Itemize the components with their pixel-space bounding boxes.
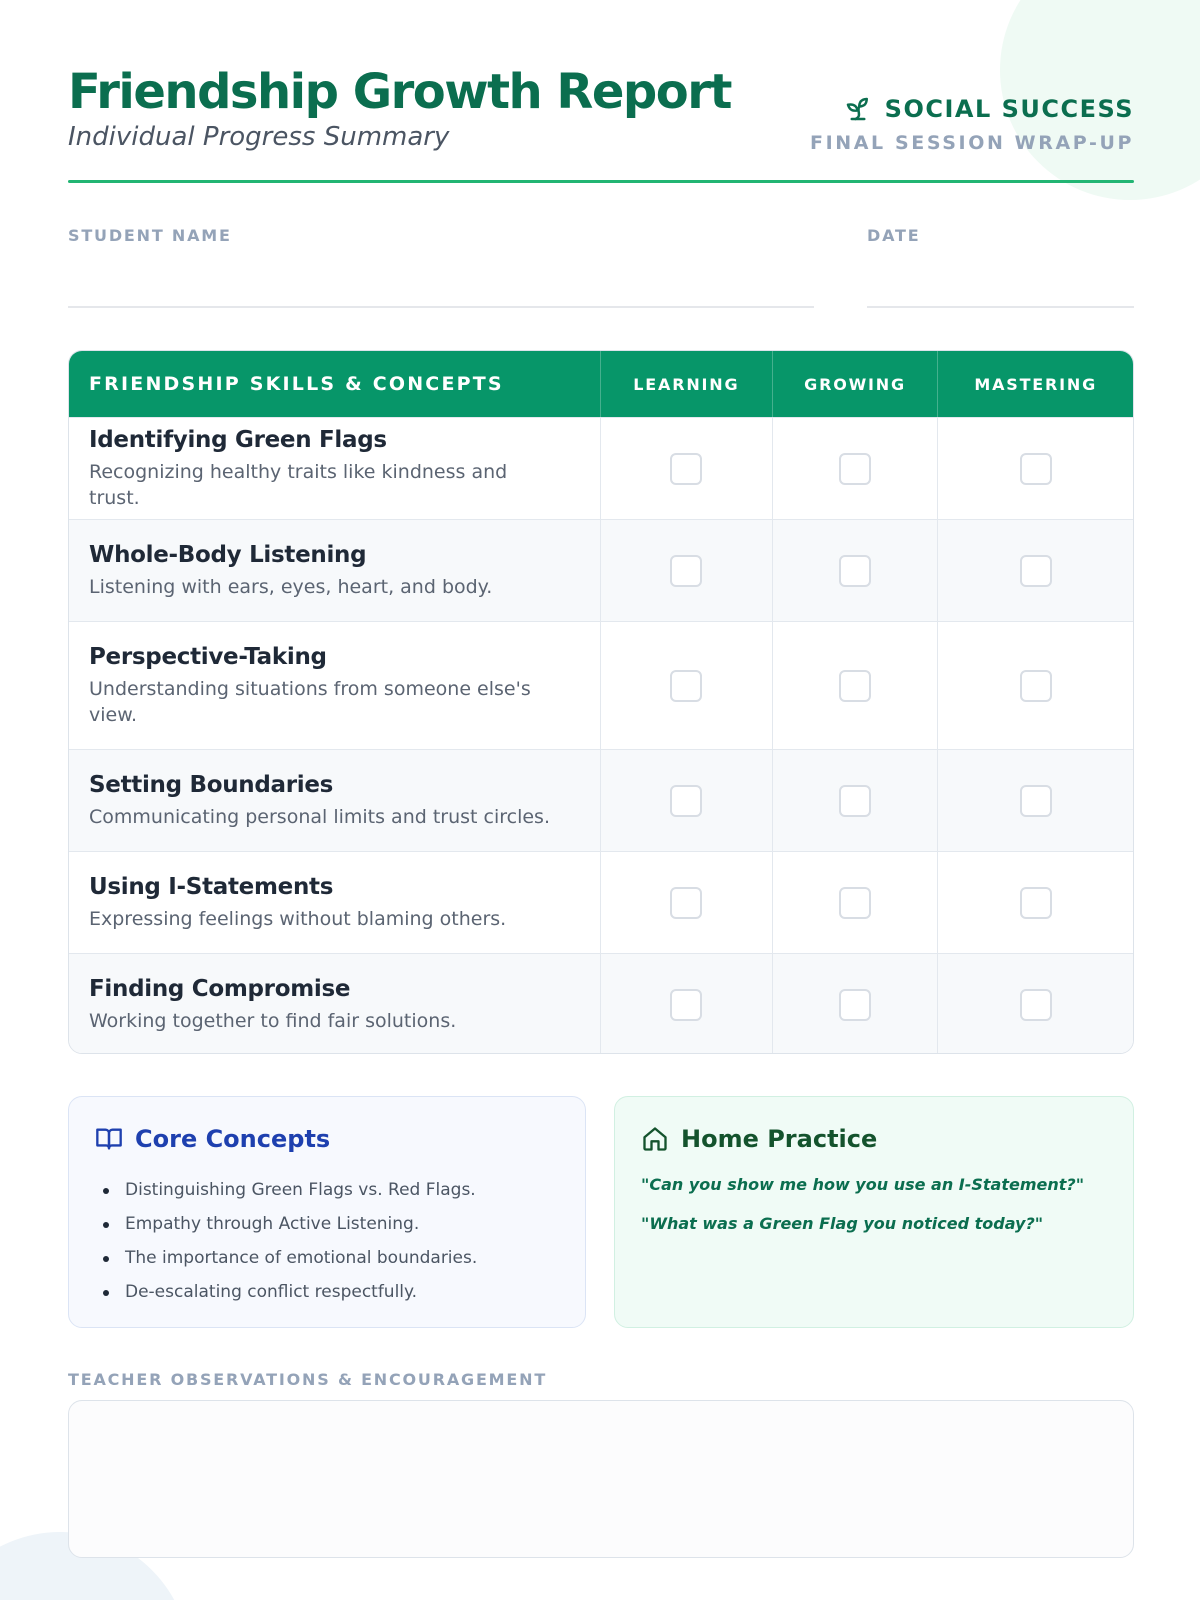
home-practice-header xyxy=(641,1125,1107,1153)
skill-name: Identifying Green Flags xyxy=(89,426,387,453)
skills-table-header xyxy=(69,351,1133,417)
learning-checkbox[interactable] xyxy=(670,555,702,587)
core-concepts-title: Core Concepts xyxy=(135,1125,331,1153)
learning-cell xyxy=(601,418,773,519)
growing-checkbox[interactable] xyxy=(839,989,871,1021)
practice-prompt: "What was a Green Flag you noticed today?" xyxy=(641,1214,1044,1233)
header-skills: FRIENDSHIP SKILLS & CONCEPTS xyxy=(69,351,601,417)
home-icon xyxy=(641,1125,669,1153)
header-mastering: MASTERING xyxy=(974,374,1098,394)
learning-checkbox[interactable] xyxy=(670,989,702,1021)
skill-cell xyxy=(69,418,601,519)
header-learning: LEARNING xyxy=(601,351,773,417)
mastering-cell xyxy=(938,418,1133,519)
learning-cell xyxy=(601,954,773,1054)
growing-checkbox[interactable] xyxy=(839,670,871,702)
core-concepts-header xyxy=(95,1125,559,1153)
skill-name: Finding Compromise xyxy=(89,975,351,1002)
table-row xyxy=(69,417,1133,519)
mastering-cell xyxy=(938,750,1133,851)
skills-table xyxy=(68,350,1134,1054)
learning-checkbox[interactable] xyxy=(670,670,702,702)
mastering-cell xyxy=(938,622,1133,749)
book-icon xyxy=(95,1125,123,1153)
home-practice-card xyxy=(614,1096,1134,1328)
skill-cell xyxy=(69,954,601,1054)
student-name-field[interactable] xyxy=(68,306,814,308)
skill-description: Listening with ears, eyes, heart, and body. xyxy=(89,575,493,598)
sprout-icon xyxy=(843,94,873,124)
growing-checkbox[interactable] xyxy=(839,887,871,919)
table-row xyxy=(69,953,1133,1054)
skill-name: Setting Boundaries xyxy=(89,771,334,798)
learning-cell xyxy=(601,750,773,851)
skill-description: Working together to find fair solutions. xyxy=(89,1009,457,1032)
growing-checkbox[interactable] xyxy=(839,555,871,587)
mastering-checkbox[interactable] xyxy=(1020,555,1052,587)
core-concepts-card xyxy=(68,1096,586,1328)
observations-label: TEACHER OBSERVATIONS & ENCOURAGEMENT xyxy=(68,1370,548,1389)
date-label: DATE xyxy=(867,226,921,245)
mastering-cell xyxy=(938,954,1133,1054)
mastering-checkbox[interactable] xyxy=(1020,785,1052,817)
growing-cell xyxy=(773,750,939,851)
student-name-label: STUDENT NAME xyxy=(68,226,232,245)
table-row xyxy=(69,851,1133,953)
list-item: De-escalating conflict respectfully. xyxy=(99,1275,559,1309)
list-item: Distinguishing Green Flags vs. Red Flags. xyxy=(99,1173,559,1207)
observations-textarea[interactable] xyxy=(68,1400,1134,1558)
skill-name: Whole-Body Listening xyxy=(89,541,367,568)
brand-subtitle: FINAL SESSION WRAP-UP xyxy=(809,132,1134,154)
skill-name: Using I-Statements xyxy=(89,873,334,900)
mastering-cell xyxy=(938,852,1133,953)
skill-cell xyxy=(69,852,601,953)
learning-cell xyxy=(601,520,773,621)
growing-cell xyxy=(773,954,939,1054)
mastering-checkbox[interactable] xyxy=(1020,887,1052,919)
growing-cell xyxy=(773,622,939,749)
list-item: The importance of emotional boundaries. xyxy=(99,1241,559,1275)
date-field[interactable] xyxy=(867,306,1134,308)
table-row xyxy=(69,519,1133,621)
table-row xyxy=(69,749,1133,851)
home-practice-title: Home Practice xyxy=(681,1125,878,1153)
practice-prompt: "Can you show me how you use an I-Statement?" xyxy=(641,1175,1085,1194)
mastering-checkbox[interactable] xyxy=(1020,989,1052,1021)
skill-cell xyxy=(69,750,601,851)
table-row xyxy=(69,621,1133,749)
report-page xyxy=(68,0,1134,1600)
growing-cell xyxy=(773,852,939,953)
growing-checkbox[interactable] xyxy=(839,785,871,817)
skill-description: Recognizing healthy traits like kindness and trust. xyxy=(89,460,508,509)
skill-description: Communicating personal limits and trust circles. xyxy=(89,805,551,828)
learning-cell xyxy=(601,852,773,953)
header-growing: GROWING xyxy=(773,351,939,417)
report-header xyxy=(68,60,1134,184)
brand-line xyxy=(810,94,1134,124)
learning-cell xyxy=(601,622,773,749)
growing-cell xyxy=(773,418,939,519)
page-title: Friendship Growth Report xyxy=(68,64,731,120)
mastering-checkbox[interactable] xyxy=(1020,453,1052,485)
core-concepts-list xyxy=(95,1173,559,1309)
brand-block xyxy=(810,94,1134,154)
learning-checkbox[interactable] xyxy=(670,453,702,485)
learning-checkbox[interactable] xyxy=(670,785,702,817)
skill-description: Expressing feelings without blaming others. xyxy=(89,907,507,930)
growing-cell xyxy=(773,520,939,621)
mastering-checkbox[interactable] xyxy=(1020,670,1052,702)
page-subtitle: Individual Progress Summary xyxy=(68,122,450,152)
list-item: Empathy through Active Listening. xyxy=(99,1207,559,1241)
skill-cell xyxy=(69,622,601,749)
skill-description: Understanding situations from someone else's view. xyxy=(89,677,531,726)
skill-name: Perspective-Taking xyxy=(89,643,327,670)
brand-name: SOCIAL SUCCESS xyxy=(884,95,1134,123)
growing-checkbox[interactable] xyxy=(839,453,871,485)
learning-checkbox[interactable] xyxy=(670,887,702,919)
header-divider xyxy=(68,180,1134,183)
skill-cell xyxy=(69,520,601,621)
mastering-cell xyxy=(938,520,1133,621)
